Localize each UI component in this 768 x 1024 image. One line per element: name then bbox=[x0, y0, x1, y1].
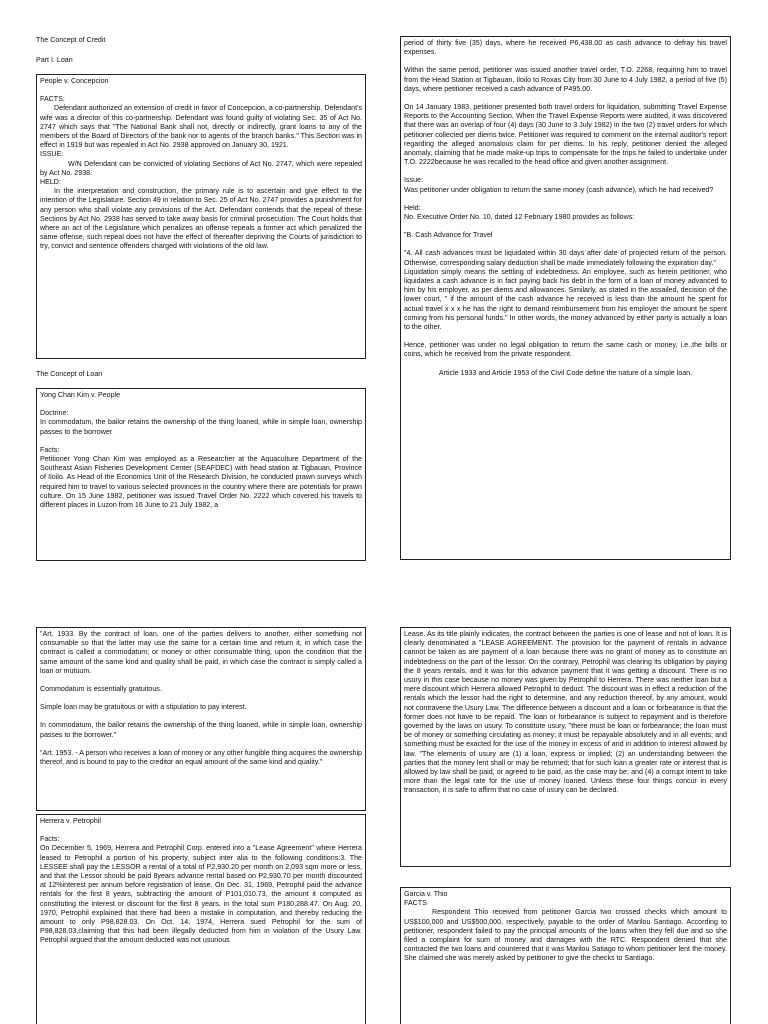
text-paragraph: period of thirty five (35) days, where he received P6,438.00 as cash advance to defray his travel expenses. bbox=[404, 39, 727, 57]
case-title: Yong Chan Kim v. People bbox=[40, 391, 121, 399]
text-paragraph: Hence, petitioner was under no legal obligation to return the same cash or money, i.e.,the bills or coins, which he received from the private respondent. bbox=[404, 341, 727, 359]
quote-text: "4. All cash advances must be liquidated within 30 days after date of projected return of the person. Otherwise, corresponding salary deduction shall be made immediately following the expiration day." bbox=[404, 249, 727, 267]
facts-heading: Facts: bbox=[40, 835, 60, 844]
text-paragraph: In commodatum, the bailor retains the ownership of the thing loaned, while in simple loan, ownership passes to the borrower." bbox=[40, 721, 362, 739]
text-paragraph: Lease. As its title plainly indicates, the contract between the parties is one of lease and not of loan. It is clearly denominated a "LEASE AGREEMENT. The provision for the payment of rentals in advance cannot be taken as are payment of a loan because there was no grant of money as to constitute an indebtedness on the part of the lessor. On the contrary, Petrophil was clearing its obligation by paying the 8 years rentals, and it was for this advance payment that it was getting a discount. There is no usury in this case because no money was given by Petrophil to Herrera. There was neither loan but a mere discount which Herrera allowed Petrophil to deduct. The discount was in effect a reduction of the rentals which the lessor had the right to determine, and any reduction thereof, by any amount, would not contravene the Usury Law. The difference between a discount and a loan or forbearance is that the former does not have to be repaid. The loan or forbearance is subject to repayment and is therefore governed by the laws on usury. To constitute usury, "there must be loan or forbearance; the loan must be of money or something circulating as money; it must be repayable absolutely and in all events; and something must be exacted for the use of the money in excess of and in addition to interest allowed by law. "The elements of usury are (1) a loan, express or implied; (2) an understanding between the parties that the money lent shall or may be returned; that for such loan a greater rate or interest that is allowed by law shall be paid, or agreed to be paid, as the case may be; and (4) a corrupt intent to take more than the legal rate for the use of money loaned. Unless these four things concur in every transaction, it is safe to affirm that no case of usury can be declared. bbox=[404, 630, 727, 795]
document-title: The Concept of Credit bbox=[36, 36, 106, 44]
page-1 bbox=[36, 36, 366, 561]
issue-heading: ISSUE: bbox=[40, 150, 64, 159]
issue-heading: Issue: bbox=[404, 176, 423, 185]
text-paragraph: Article 1933 and Article 1953 of the Civil Code define the nature of a simple loan. bbox=[438, 368, 693, 377]
text-paragraph: Simple loan may be gratuitous or with a stipulation to pay interest. bbox=[40, 703, 247, 712]
page-4 bbox=[400, 627, 731, 1024]
facts-text: Respondent Thio received from petitioner Garcia two crossed checks which amount to US$100,000 and US$500,000, respectively, payable to the order of Marilou Santiago. According to petitioner, respondent failed to pay the principal amounts of the loans when they fell due and so she filed a complaint for sum of money and damages with the RTC. Respondent denied that she contracted the two loans and countered that it was Marilou Satiago to whom petitioner lent the money. She claimed she was merely asked by petitioner to give the checks to Santiago. bbox=[404, 908, 727, 963]
text-paragraph: On 14 January 1983, petitioner presented both travel orders for liquidation, submitting Travel Expense Reports to the Accounting Section. When the Travel Expense Reports were audited, it was discovered that there was an overlap of four (4) days (30 June to 3 July 1982) in the two (2) travel orders for which petitioner collected per diems twice. Petitioner was required to comment on the internal auditor's report regarding the alleged anomalous claim for per diems. In his reply, petitioner denied the alleged anomaly, claiming that he made make-up trips to compensate for the trips he failed to undertake under T.O. 2222because he was recalled to the head office and given another assignment. bbox=[404, 103, 727, 167]
article-1933: "Art. 1933. By the contract of loan, one of the parties delivers to another, either something not consumable so that the latter may use the same for a certain time and return it, in which case the contract is called a commodatum; or money or other consumable thing, upon the condition that the same amount of the same kind and quality shall be paid, in which case the contract is simply called a loan or mutuum. bbox=[40, 630, 362, 675]
held-heading: HELD: bbox=[40, 178, 61, 187]
quote-box-civil-code bbox=[36, 627, 366, 811]
case-box-herrera-v-petrophil bbox=[36, 814, 366, 1024]
case-title: Herrera v. Petrophil bbox=[40, 817, 101, 825]
facts-text: Defendant authorized an extension of credit in favor of Concepcion, a co-partnership. Defendant's wife was a director of this co-partnership. Defendant was found guilty of violating Sec. 35 of Act No. 2747 which says that "The National Bank shall not, directly or indirectly, grant loans to any of the members of the Board of Directors of the bank nor to agents of the branch banks." This Section was in effect in 1919 but was repealed in Act No. 2938 approved on January 30, 1921. bbox=[40, 104, 362, 150]
text-paragraph: Within the same period, petitioner was issued another travel order, T.O. 2268, requiring him to travel from the Head Station at Tigbauan, Iloilo to Roxas City from 30 June to 4 July 1982, a period of five (5) days, where petitioner received a cash advance of P495.00. bbox=[404, 66, 727, 93]
facts-heading: FACTS: bbox=[40, 95, 65, 104]
facts-heading: FACTS bbox=[404, 899, 427, 908]
held-text: In the interpretation and construction, the primary rule is to ascertain and give effect to the intention of the Legislature. Section 49 in relation to Sec. 25 of Act No. 2747 provides a punishment for any person who shall violate any provisions of the Act. Defendant contends that the repeal of these Sections by Act No. 2938 has served to take away basis for criminal prosecution. The Court holds that where an act of the Legislature which penalizes an offense repeals a former act which penalized the same offense, such repeal does not have the effect of thereafter depriving the Courts of jurisdiction to try, convict and sentence offenders charged with violations of the old law. bbox=[40, 187, 362, 251]
doctrine-text: In commodatum, the bailor retains the ownership of the thing loaned, while in simple loan, ownership passes to the borrower bbox=[40, 418, 362, 436]
held-text: No. Executive Order No. 10, dated 12 February 1980 provides as follows: bbox=[404, 213, 635, 222]
facts-text: Petitioner Yong Chan Kim was employed as a Researcher at the Aquaculture Department of the Southeast Asian Fisheries Development Center (SEAFDEC) with head station at Tigbauan, Province of Iloilo. As Head of the Economics Unit of the Research Division, he conducted prawn surveys which required him to travel to various selected provinces in the country where there are potentials for prawn culture. On 15 June 1982, petitioner was issued Travel Order No. 2222 which covered his travels to different places in Luzon from 16 June to 21 July 1982, a bbox=[40, 455, 362, 510]
doctrine-heading: Doctrine: bbox=[40, 409, 69, 418]
case-box-people-v-concepcion bbox=[36, 74, 366, 359]
part-heading: Part I. Loan bbox=[36, 56, 73, 64]
case-title: People v. Concepcion bbox=[40, 77, 109, 85]
text-paragraph: Liquidation simply means the settling of indebtedness. An employee, such as herein petitioner, who liquidates a cash advance is in fact paying back his debt in the form of a loan of money advanced to him by his employer, as per diems and allowances. Similarly, as stated in the assailed, decision of the lower court, " if the amount of the cash advance he received is less than the amount he spent for actual travel x x x he has the right to demand reimbursement from his employer the amount he spent coming from his personal funds." In other words, the money advanced by either party is actually a loan to the other. bbox=[404, 267, 727, 332]
facts-heading: Facts: bbox=[40, 445, 60, 454]
case-box-yong-chan-kim bbox=[36, 388, 366, 561]
text-box-herrera-held bbox=[400, 627, 731, 867]
text-paragraph: Commodatum is essentially gratuitous. bbox=[40, 685, 162, 694]
quote-heading: "B. Cash Advance for Travel bbox=[404, 231, 493, 240]
section-heading: The Concept of Loan bbox=[36, 370, 103, 378]
held-heading: Held: bbox=[404, 203, 421, 212]
case-box-garcia-v-thio bbox=[400, 887, 731, 1024]
case-title: Garcia v. Thio bbox=[404, 890, 448, 898]
page-3 bbox=[36, 627, 366, 1024]
article-1953: "Art. 1953. - A person who receives a loan of money or any other fungible thing acquires the ownership thereof, and is bound to pay to the creditor an equal amount of the same kind and quality." bbox=[40, 748, 362, 767]
page-2-box bbox=[400, 36, 731, 560]
issue-text: Was petitioner under obligation to return the same money (cash advance), which he had received? bbox=[404, 185, 714, 194]
facts-text: On December 5, 1969, Herrera and Petrophil Corp. entered into a "Lease Agreement" where Herrera leased to Petrophil a portion of his property, subject inter alia to the following conditions:3. The LESSEE shall pay the LESSOR a rental of a total of P2,930.20 per month on 2,093 sqm more or less, and that the Lessor should be paid 8years advance rental based on P2,930.70 per month discounted at 12%interest per annum before registration of lease. On Dec. 31, 1969, Petrophil paid the advance rentals for the first 8 years, subtracting the amount of P101,010.73, the amount it computed as constituting the interest or discount for the first 8 years, in the total sum P180,288.47. On Aug. 20, 1970, Petrophil explained that there had been a mistake in computation, and thereby reducing the amount to only P98,828.03. On Oct. 14, 1974, Herrera sued Petrophil for the sum of P98,828.03,claiming that this had been illegally deducted from him in violation of the Usury Law. Petrophil argued that the amount deducted was not usurious bbox=[40, 844, 362, 945]
issue-text: W/N Defendant can be convicted of violating Sections of Act No. 2747, which were repealed by Act No. 2938. bbox=[40, 159, 362, 177]
